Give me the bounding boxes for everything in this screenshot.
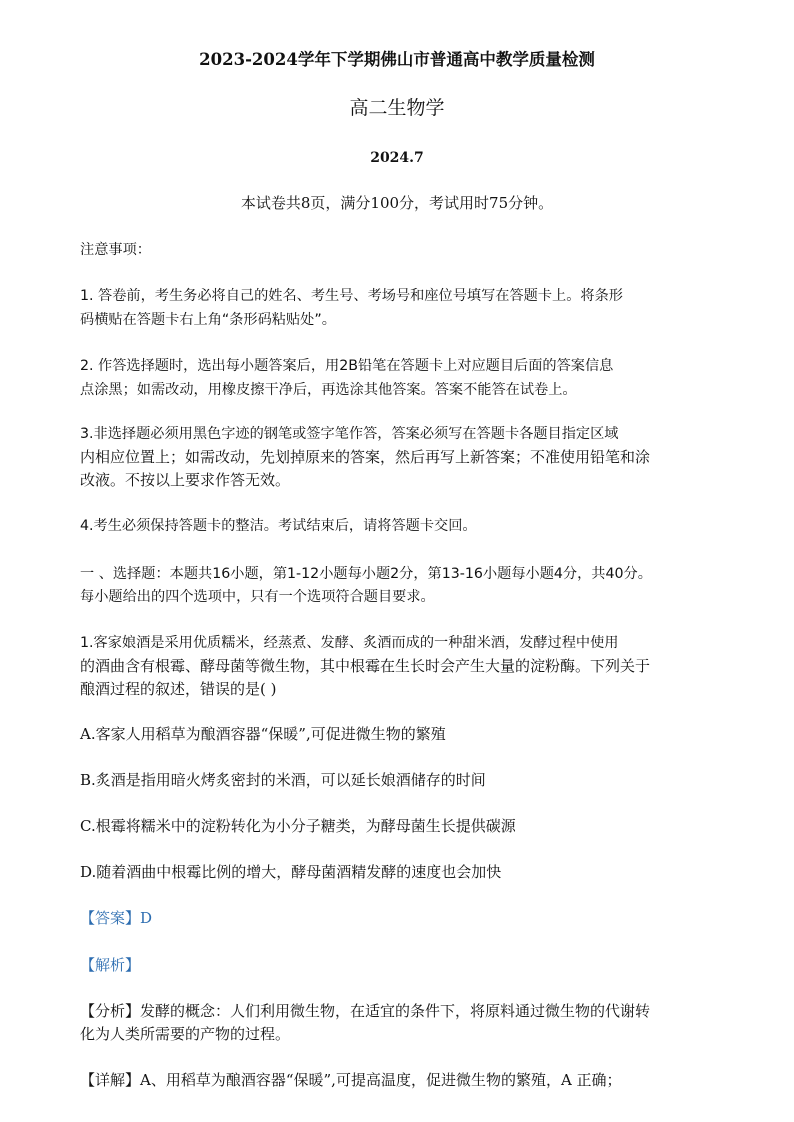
- notice-item-3-line-1: 3.非选择题必须用黑色字迹的钢笔或签字笔作答，答案必须写在答题卡各题目指定区域: [80, 426, 619, 442]
- question-1-option-a: A.客家人用稻草为酿酒容器“保暖”,可促进微生物的繁殖: [80, 725, 446, 743]
- xiangjie-line: [80, 1070, 622, 1090]
- question-1-option-c: C.根霉将糯米中的淀粉转化为小分子糖类，为酵母菌生长提供碳源: [80, 817, 516, 835]
- notice-item-2-line-1: 2. 作答选择题时，选出每小题答案后，用2B铅笔在答题卡上对应题目后面的答案信息: [80, 358, 614, 374]
- notice-item-1-line-1: 1. 答卷前，考生务必将自己的姓名、考生号、考场号和座位号填写在答题卡上。将条形: [80, 288, 623, 304]
- notice-heading: 注意事项：: [80, 242, 151, 258]
- exam-title: 2023-2024学年下学期佛山市普通高中教学质量检测: [199, 50, 595, 69]
- notice-item-1-line-2: 码横贴在答题卡右上角“条形码粘贴处”。: [80, 312, 336, 328]
- question-1-stem-line-1: 1.客家娘酒是采用优质糯米，经蒸煮、发酵、炙酒而成的一种甜米酒，发酵过程中使用: [80, 635, 619, 651]
- fenxi-tag: 【分析】: [80, 1002, 141, 1020]
- notice-item-3-line-3: 改液。不按以上要求作答无效。: [80, 471, 291, 489]
- xiangjie-tag: 【详解】: [80, 1071, 141, 1089]
- question-1-stem-line-3: 酿酒过程的叙述，错误的是( ): [80, 680, 277, 698]
- section-1-heading-line-1: 一 、选择题：本题共16小题，第1-12小题每小题2分，第13-16小题每小题4分，共40分。: [80, 566, 652, 582]
- question-1-option-d: D.随着酒曲中根霉比例的增大，酵母菌酒精发酵的速度也会加快: [80, 863, 502, 881]
- notice-item-2-line-2: 点涂黑；如需改动，用橡皮擦干净后，再选涂其他答案。答案不能答在试卷上。: [80, 382, 577, 398]
- fenxi-line-1: [80, 1001, 650, 1021]
- section-1-heading-line-2: 每小题给出的四个选项中，只有一个选项符合题目要求。: [80, 589, 435, 605]
- notice-item-3-line-2: 内相应位置上；如需改动，先划掉原来的答案，然后再写上新答案；不准使用铅笔和涂: [80, 448, 651, 466]
- answer-line: [80, 908, 152, 928]
- fenxi-text-1: 发酵的概念：人们利用微生物，在适宜的条件下，将原料通过微生物的代谢转: [140, 1002, 651, 1020]
- answer-value: D: [140, 909, 153, 927]
- exam-info: 本试卷共8页，满分100分，考试用时75分钟。: [240, 194, 554, 212]
- xiangjie-text: A、用稻草为酿酒容器“保暖”,可提高温度，促进微生物的繁殖，A 正确；: [140, 1071, 622, 1089]
- subject-title: 高二生物学: [349, 97, 445, 119]
- question-1-stem-line-2: 的酒曲含有根霉、酵母菌等微生物，其中根霉在生长时会产生大量的淀粉酶。下列关于: [80, 657, 651, 675]
- notice-item-4: 4.考生必须保持答题卡的整洁。考试结束后，请将答题卡交回。: [80, 518, 477, 534]
- answer-tag: 【答案】: [80, 909, 141, 927]
- question-1-option-b: B.炙酒是指用暗火烤炙密封的米酒，可以延长娘酒储存的时间: [80, 771, 486, 789]
- exam-date: 2024.7: [370, 150, 424, 166]
- analysis-tag: 【解析】: [80, 956, 141, 974]
- fenxi-line-2: 化为人类所需要的产物的过程。: [80, 1025, 291, 1043]
